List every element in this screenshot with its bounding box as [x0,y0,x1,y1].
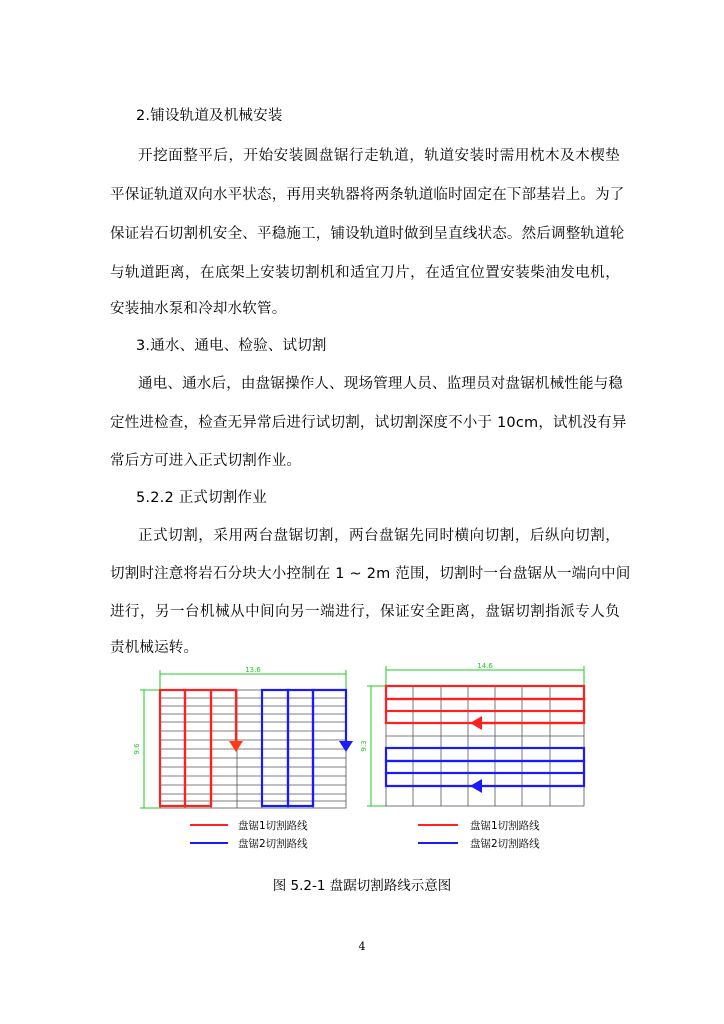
right-saw1-route [386,686,584,723]
left-saw1-route [160,690,236,806]
paragraph-line: 平保证轨道双向水平状态，再用夹轨器将两条轨道临时固定在下部基岩上。为了 [110,187,625,203]
paragraph-line: 正式切割，采用两台盘锯切割，两台盘锯先同时横向切割，后纵向切割， [138,528,620,544]
left-height-label: 9.6 [133,743,141,755]
right-grid [386,686,584,806]
page-number: 4 [358,940,366,953]
left-cutting-diagram [133,666,353,850]
paragraph-line: 进行，另一台机械从中间向另一端进行，保证安全距离，盘锯切割指派专人负 [110,604,620,620]
heading-power-test: 3.通水、通电、检验、试切割 [136,338,327,354]
right-saw1-arrow-icon [470,716,482,730]
paragraph-line: 通电、通水后，由盘锯操作人、现场管理人员、监理员对盘锯机械性能与稳 [138,376,624,392]
right-saw2-route [386,748,584,786]
paragraph-line: 定性进检查，检查无异常后进行试切割，试切割深度不小于 10cm，试机没有异 [110,415,627,431]
paragraph-line: 与轨道距离，在底架上安装切割机和适宜刀片，在适宜位置安装柴油发电机， [110,265,620,281]
left-grid [160,690,346,808]
right-legend-saw1-label: 盘锯1切割路线 [470,820,540,832]
right-width-label: 14.6 [477,662,493,670]
paragraph-line: 开挖面整平后，开始安装圆盘锯行走轨道，轨道安装时需用枕木及木楔垫 [138,148,620,164]
paragraph-line: 常后方可进入正式切割作业。 [110,453,302,469]
left-saw2-arrow-icon [339,741,353,752]
figure-caption: 图 5.2-1 盘踞切割路线示意图 [272,878,452,894]
left-legend-saw2-label: 盘锯2切割路线 [238,838,308,850]
paragraph-line: 保证岩石切割机安全、平稳施工，铺设轨道时做到呈直线状态。然后调整轨道轮 [110,226,625,242]
paragraph-line: 切割时注意将岩石分块大小控制在 1 ~ 2m 范围，切割时一台盘锯从一端向中间 [110,566,631,582]
heading-formal-cutting: 5.2.2 正式切割作业 [136,490,267,506]
paragraph-line: 责机械运转。 [110,640,199,656]
left-saw2-route [262,690,346,806]
right-height-label: 9.3 [360,740,368,752]
left-saw1-arrow-icon [229,741,243,752]
paragraph-line: 安装抽水泵和冷却水软管。 [110,301,287,317]
right-legend-saw2-label: 盘锯2切割路线 [470,838,540,850]
left-legend-saw1-label: 盘锯1切割路线 [238,820,308,832]
right-saw2-arrow-icon [470,779,482,793]
heading-track-install: 2.铺设轨道及机械安装 [136,108,283,124]
left-width-label: 13.6 [245,666,261,674]
right-cutting-diagram [360,662,584,850]
